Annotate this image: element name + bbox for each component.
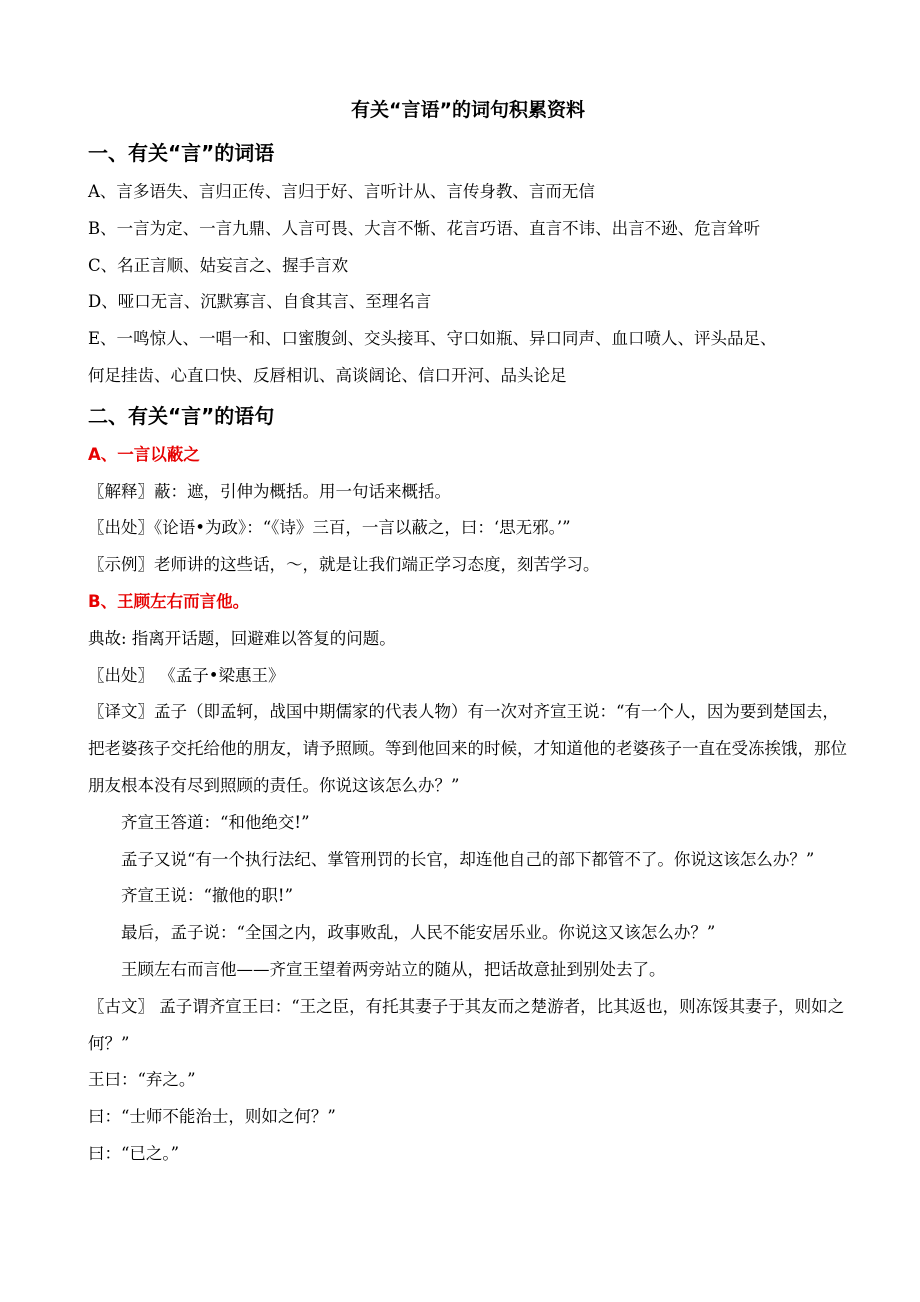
classical-line: 曰：“已之。” (88, 1143, 180, 1163)
item-b-heading: B、王顾左右而言他。 (88, 591, 250, 611)
item-a-example: 〖示例〗老师讲的这些话，～，就是让我们端正学习态度，刻苦学习。 (88, 555, 600, 575)
document-title: 有关“言语”的词句积累资料 (351, 99, 585, 121)
word-group-a: A、言多语失、言归正传、言归于好、言听计从、言传身教、言而无信 (88, 182, 595, 201)
dialogue-line: 最后，孟子说：“全国之内，政事败乱，人民不能安居乐业。你说这又该怎么办？” (121, 923, 716, 943)
dialogue-line: 孟子又说“有一个执行法纪、掌管刑罚的长官，却连他自己的部下都管不了。你说这该怎么办？” (121, 849, 815, 869)
word-group-b: B、一言为定、一言九鼎、人言可畏、大言不惭、花言巧语、直言不讳、出言不逊、危言耸听 (88, 218, 761, 238)
item-b-source: 〖出处〗 《孟子•梁惠王》 (88, 665, 285, 685)
section-1-heading: 一、有关“言”的词语 (88, 141, 275, 165)
item-a-source: 〖出处〗《论语•为政》：“《诗》三百，一言以蔽之，曰：‘思无邪。’” (88, 518, 571, 538)
dialogue-line: 王顾左右而言他——齐宣王望着两旁站立的随从，把话故意扯到别处去了。 (121, 959, 666, 979)
classical-line: 王曰：“弃之。” (88, 1070, 196, 1090)
item-b-classical-text: 〖古文〗 孟子谓齐宣王曰：“王之臣，有托其妻子于其友而之楚游者，比其返也，则冻馁其妻子，则如之何？” (88, 996, 845, 1053)
item-b-allusion: 典故: 指离开话题，回避难以答复的问题。 (88, 628, 396, 648)
dialogue-line: 齐宣王答道：“和他绝交!” (121, 812, 310, 832)
word-group-d: D、哑口无言、沉默寡言、自食其言、至理名言 (88, 292, 432, 312)
section-2-heading: 二、有关“言”的语句 (88, 403, 275, 428)
item-a-heading: A、一言以蔽之 (88, 444, 200, 464)
word-group-e-continued: 何足挂齿、心直口快、反唇相讥、高谈阔论、信口开河、品头论足 (88, 365, 567, 385)
classical-line: 曰：“士师不能治士，则如之何？” (88, 1107, 336, 1127)
word-group-e: E、一鸣惊人、一唱一和、口蜜腹剑、交头接耳、守口如瓶、异口同声、血口喷人、评头品足、 (88, 329, 777, 349)
word-group-c: C、名正言顺、姑妄言之、握手言欢 (88, 255, 349, 275)
dialogue-line: 齐宣王说：“撤他的职!” (121, 886, 294, 906)
document-page (88, 90, 848, 1173)
item-b-translation: 〖译文〗孟子（即孟轲，战国中期儒家的代表人物）有一次对齐宣王说：“有一个人，因为要到楚国去，把老婆孩子交托给他的朋友，请予照顾。等到他回来的时候，才知道他的老婆孩子一直在受冻挨饿，那位朋友根本没有尽到照顾的责任。你说这该怎么办？” (88, 702, 847, 795)
item-a-explanation: 〖解释〗蔽：遮，引伸为概括。用一句话来概括。 (88, 481, 451, 501)
